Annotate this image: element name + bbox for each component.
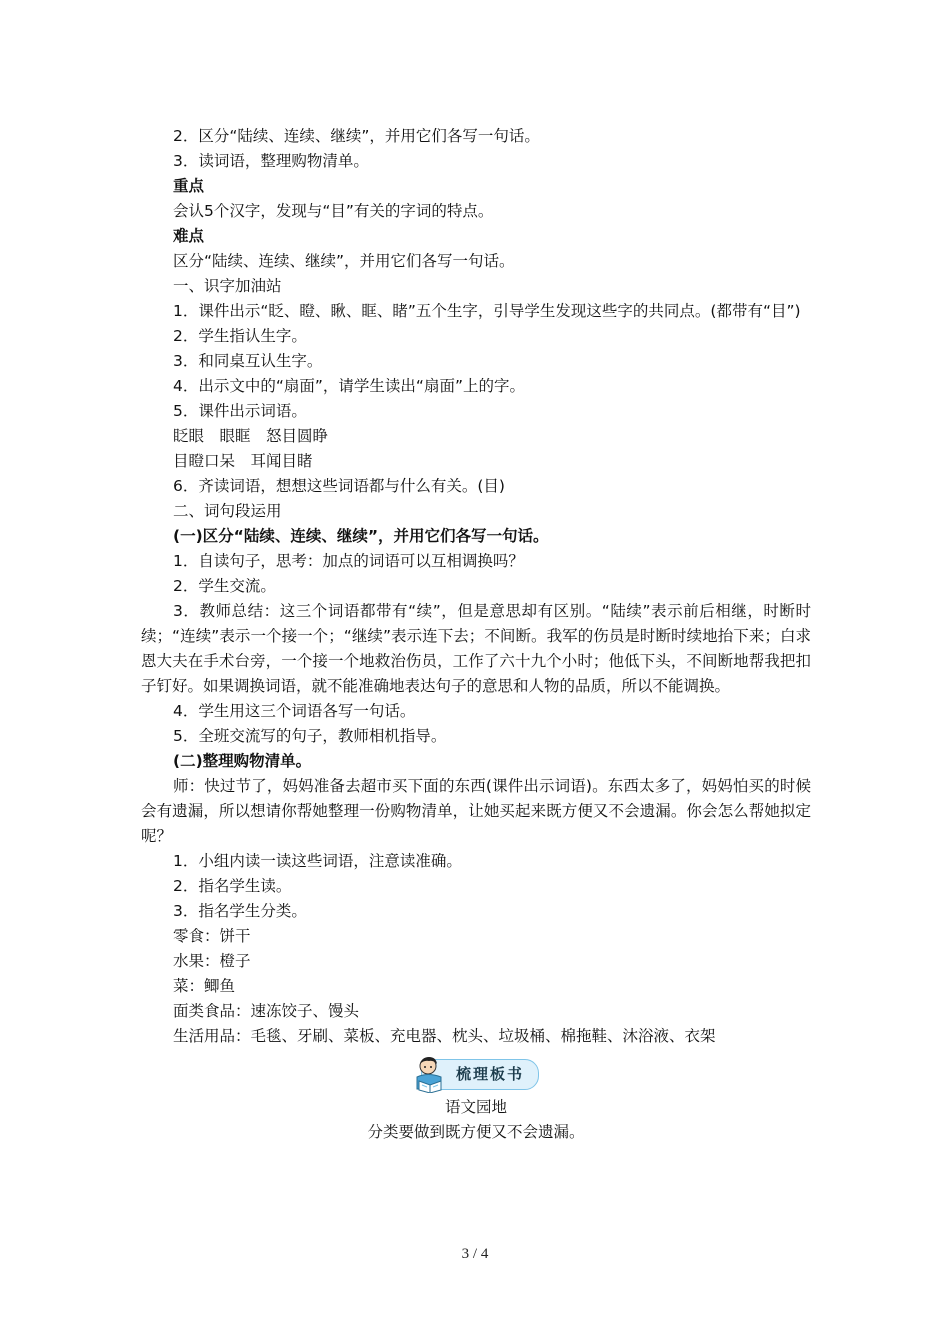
board-badge-label: 梳理板书: [421, 1059, 539, 1090]
section-2-step-1: 1．自读句子，思考：加点的词语可以互相调换吗？: [173, 552, 524, 570]
goal-3: 3．读词语，整理购物清单。: [173, 152, 369, 170]
category-vegetables: 菜：鲫鱼: [173, 977, 236, 995]
category-snacks: 零食：饼干: [173, 927, 251, 945]
board-summary: 分类要做到既方便又不会遗漏。: [367, 1123, 585, 1141]
section-1-heading: 一、识字加油站: [173, 277, 282, 295]
word-list-1: 眨眼 眼眶 怒目圆睁: [173, 427, 329, 445]
lesson-content: [141, 124, 811, 1145]
category-fruit: 水果：橙子: [173, 952, 251, 970]
section-2-heading: 二、词句段运用: [173, 502, 282, 520]
section-1-step-1: 1．课件出示“眨、瞪、瞅、眶、睹”五个生字，引导学生发现这些字的共同点。(都带有“目”): [173, 302, 801, 320]
key-heading: 重点: [173, 177, 205, 195]
word-list-2: 目瞪口呆 耳闻目睹: [173, 452, 313, 470]
section-1-step-3: 3．和同桌互认生字。: [173, 352, 323, 370]
section-2-step-2: 2．学生交流。: [173, 577, 276, 595]
board-badge-row: [141, 1053, 811, 1095]
difficulty-text: 区分“陆续、连续、继续”，并用它们各写一句话。: [173, 252, 515, 270]
goal-2: 2．区分“陆续、连续、继续”，并用它们各写一句话。: [173, 127, 540, 145]
board-title: 语文园地: [444, 1098, 507, 1116]
section-2-step-4: 4．学生用这三个词语各写一句话。: [173, 702, 416, 720]
page-number: 3 / 4: [461, 1246, 489, 1262]
section-1-step-2: 2．学生指认生字。: [173, 327, 307, 345]
student-reading-icon: [413, 1055, 447, 1093]
key-text: 会认5个汉字，发现与“目”有关的字词的特点。: [173, 202, 494, 220]
section-3-step-2: 2．指名学生读。: [173, 877, 292, 895]
section-3-step-3: 3．指名学生分类。: [173, 902, 307, 920]
teacher-prompt: 师：快过节了，妈妈准备去超市买下面的东西(课件出示词语)。东西太多了，妈妈怕买的时候会有遗漏，所以想请你帮她整理一份购物清单，让她买起来既方便又不会遗漏。你会怎么帮她拟定呢？: [141, 777, 811, 845]
section-1-step-4: 4．出示文中的“扇面”，请学生读出“扇面”上的字。: [173, 377, 525, 395]
subsection-1-heading: (一)区分“陆续、连续、继续”，并用它们各写一句话。: [173, 527, 549, 545]
section-1-step-6: 6．齐读词语，想想这些词语都与什么有关。(目): [173, 477, 505, 495]
subsection-2-heading: (二)整理购物清单。: [173, 752, 312, 770]
category-daily-goods: 生活用品：毛毯、牙刷、菜板、充电器、枕头、垃圾桶、棉拖鞋、沐浴液、衣架: [173, 1027, 716, 1045]
board-badge: [413, 1055, 539, 1093]
category-noodles: 面类食品：速冻饺子、馒头: [173, 1002, 360, 1020]
section-3-step-1: 1．小组内读一读这些词语，注意读准确。: [173, 852, 462, 870]
difficulty-heading: 难点: [173, 227, 205, 245]
section-2-step-5: 5．全班交流写的句子，教师相机指导。: [173, 727, 447, 745]
section-1-step-5: 5．课件出示词语。: [173, 402, 307, 420]
section-2-step-3: 3．教师总结：这三个词语都带有“续”，但是意思却有区别。“陆续”表示前后相继，时断时续；“连续”表示一个接一个；“继续”表示连下去；不间断。我军的伤员是时断时续地抬下来；白求恩大夫在手术台旁，一个接一个地救治伤员，工作了六十九个小时；他低下头，不间断地帮我把扣子钉好。如果调换词语，就不能准确地表达句子的意思和人物的品质，所以不能调换。: [141, 602, 811, 695]
